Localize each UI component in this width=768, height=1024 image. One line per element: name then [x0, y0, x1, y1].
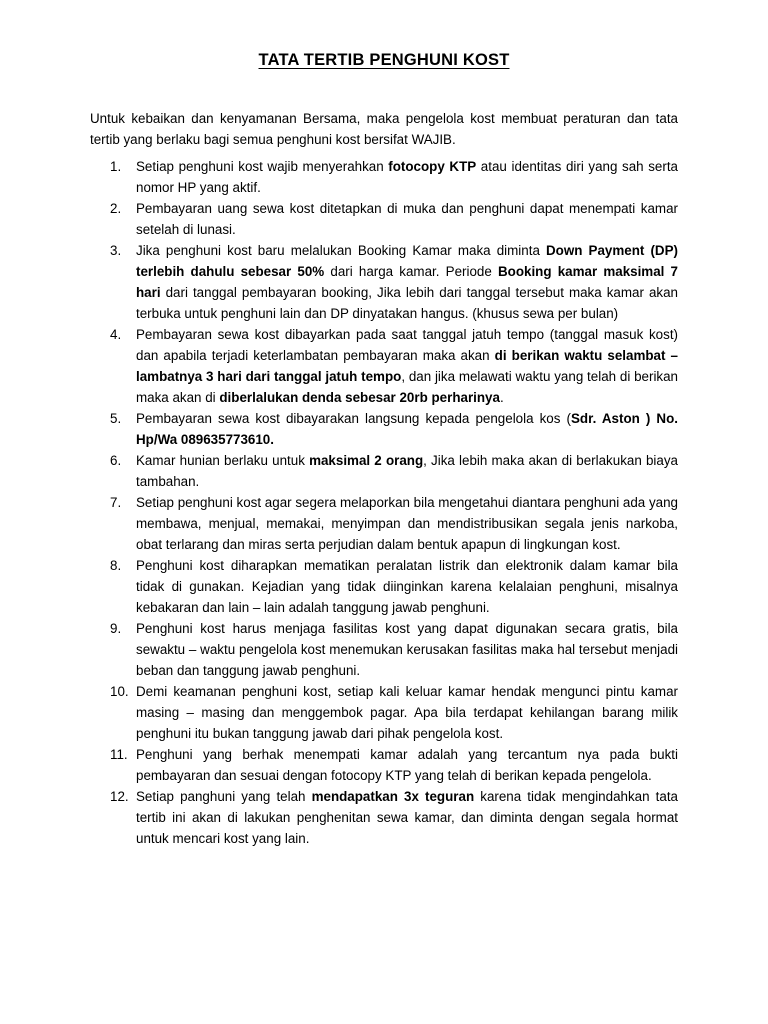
rule-text-bold: di berikan waktu selambat – lambatnya 3 hari dari tanggal jatuh tempo — [136, 348, 678, 384]
rule-text-bold: diberlalukan denda sebesar 20rb perharinya — [219, 390, 500, 405]
rule-text: Penghuni yang berhak menempati kamar adalah yang tercantum nya pada bukti pembayaran dan sesuai dengan fotocopy KTP yang telah di berikan kepada pengelola. — [136, 747, 678, 783]
rule-number: 11. — [110, 747, 128, 762]
rule-item — [90, 240, 678, 324]
rule-text: Pembayaran uang sewa kost ditetapkan di muka dan penghuni dapat menempati kamar setelah di lunasi. — [136, 201, 678, 237]
rule-item — [90, 198, 678, 240]
rule-item — [90, 450, 678, 492]
rule-number: 1. — [110, 159, 122, 174]
rule-number: 2. — [110, 201, 122, 216]
rule-text-bold: Down Payment (DP) terlebih dahulu sebesar 50% — [136, 243, 678, 279]
rule-text: Setiap panghuni yang telah — [136, 789, 312, 804]
rule-text-bold: Sdr. Aston ) No. Hp/Wa 089635773610. — [136, 411, 679, 447]
rule-text: , dan jika melawati waktu yang telah di berikan maka akan di — [136, 369, 679, 405]
rule-text: Kamar hunian berlaku untuk — [136, 453, 310, 468]
rule-text: karena tidak mengindahkan tata tertib ini akan di lakukan penghenitan sewa kamar, dan diminta dengan segala hormat untuk mencari kost yang lain. — [136, 789, 678, 846]
rule-text-bold: maksimal 2 orang — [309, 453, 424, 468]
rule-number: 6. — [110, 453, 122, 468]
rule-text: Jika penghuni kost baru melalukan Booking Kamar maka diminta — [136, 243, 546, 258]
rule-number: 4. — [110, 327, 122, 342]
rule-text: dari harga kamar. Periode — [324, 264, 498, 279]
rule-text: , Jika lebih maka akan di berlakukan biaya tambahan. — [136, 453, 678, 489]
rule-item — [90, 408, 678, 450]
rules-list — [90, 156, 678, 849]
rule-text: dari tanggal pembayaran booking, Jika lebih dari tanggal tersebut maka kamar akan terbuka untuk penghuni lain dan DP dinyatakan hangus. (khusus sewa per bulan) — [136, 285, 678, 321]
rule-text-bold: Booking kamar maksimal 7 hari — [136, 264, 679, 300]
rule-text: Penghuni kost harus menjaga fasilitas kost yang dapat digunakan secara gratis, bila sewaktu – waktu pengelola kost menemukan kerusakan fasilitas maka hal tersebut menjadi beban dan tanggung jawab penghuni. — [136, 621, 678, 678]
rule-text: Pembayaran sewa kost dibayarkan pada saat tanggal jatuh tempo (tanggal masuk kost) dan apabila terjadi keterlambatan pembayaran maka akan — [136, 327, 678, 363]
rule-number: 9. — [110, 621, 122, 636]
rule-item — [90, 555, 678, 618]
rule-item — [90, 744, 678, 786]
rule-text-bold: fotocopy KTP — [388, 159, 477, 174]
rule-number: 3. — [110, 243, 122, 258]
rule-text: Penghuni kost diharapkan mematikan peralatan listrik dan elektronik dalam kamar bila tidak di gunakan. Kejadian yang tidak diinginkan karena kelalaian penghuni, misalnya kebakaran dan lain – lain adalah tanggung jawab penghuni. — [136, 558, 678, 615]
rule-number: 10. — [110, 684, 129, 699]
rule-item — [90, 786, 678, 849]
rule-number: 12. — [110, 789, 129, 804]
rule-text: atau identitas diri yang sah serta nomor HP yang aktif. — [136, 159, 678, 195]
document-title: TATA TERTIB PENGHUNI KOST — [258, 51, 510, 69]
rule-text-bold: mendapatkan 3x teguran — [311, 789, 475, 804]
rule-text: Setiap penghuni kost agar segera melaporkan bila mengetahui diantara penghuni ada yang membawa, menjual, memakai, menyimpan dan mendistribusikan segala jenis narkoba, obat terlarang dan miras serta perjudian dalam bentuk apapun di lingkungan kost. — [136, 495, 678, 552]
rule-item — [90, 618, 678, 681]
rule-item — [90, 324, 678, 408]
rule-text: Pembayaran sewa kost dibayarakan langsung kepada pengelola kos ( — [136, 411, 571, 426]
rule-number: 8. — [110, 558, 122, 573]
intro-paragraph: Untuk kebaikan dan kenyamanan Bersama, maka pengelola kost membuat peraturan dan tata tertib yang berlaku bagi semua penghuni kost bersifat WAJIB. — [90, 111, 678, 147]
rule-item — [90, 492, 678, 555]
rule-text: . — [499, 390, 504, 405]
rule-text: Demi keamanan penghuni kost, setiap kali keluar kamar hendak mengunci pintu kamar masing – masing dan menggembok pagar. Apa bila terdapat kehilangan barang milik penghuni itu bukan tanggung jawab dari pihak pengelola kost. — [136, 684, 678, 741]
rule-text: Setiap penghuni kost wajib menyerahkan — [136, 159, 389, 174]
rule-item — [90, 156, 678, 198]
rule-item — [90, 681, 678, 744]
rule-number: 5. — [110, 411, 122, 426]
rule-number: 7. — [110, 495, 122, 510]
